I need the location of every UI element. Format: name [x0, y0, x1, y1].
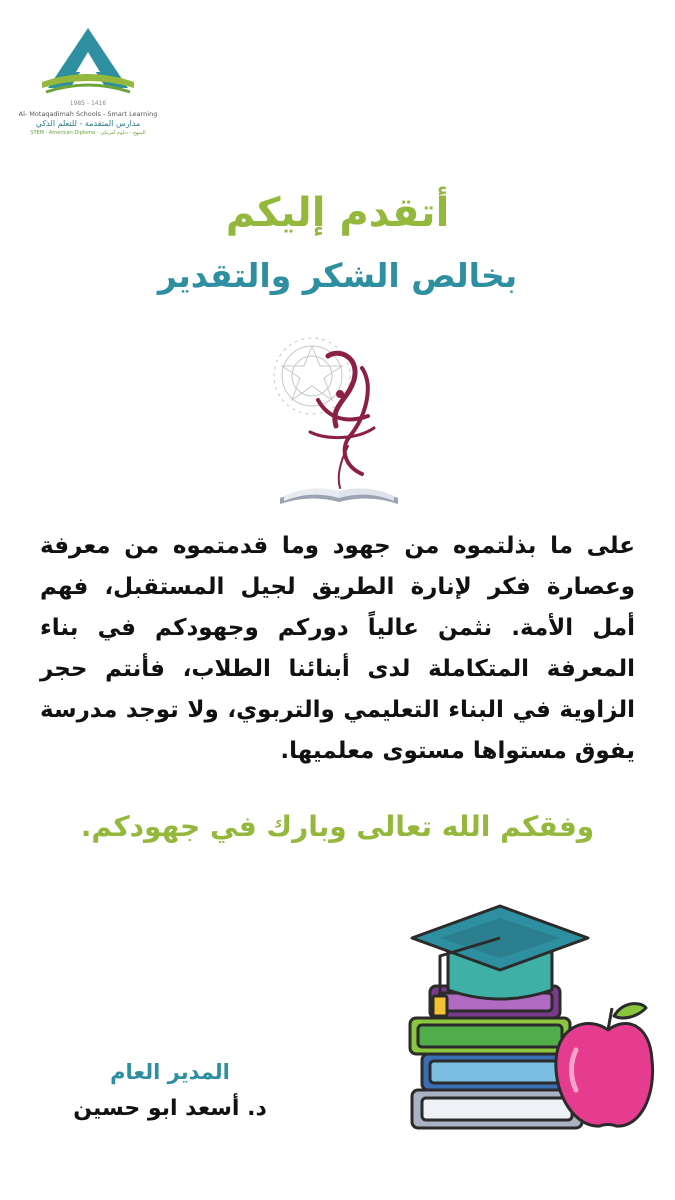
emblem-graphic-icon: [270, 328, 408, 510]
closing-blessing: وفقكم الله تعالى وبارك في جهودكم.: [80, 810, 595, 843]
signature-block: [60, 1060, 280, 1121]
signature-name: د. أسعد ابو حسين: [73, 1096, 267, 1121]
logo-english-name: Al- Motaqadimah Schools - Smart Learning: [18, 110, 158, 118]
logo-dates: 1985 - 1416: [69, 100, 107, 107]
heading-line-2: بخالص الشكر والتقدير: [157, 256, 518, 295]
books-apple-cap-icon: [400, 900, 660, 1145]
logo-mark-icon: [18, 22, 158, 102]
signature-role: المدير العام: [110, 1060, 230, 1084]
thank-you-message: على ما بذلتموه من جهود وما قدمتموه من معرفة وعصارة فكر لإنارة الطريق لجيل المستقبل، فهم أمل الأمة. نثمن عالياً دوركم وجهودكم في بناء المعرفة المتكاملة لدى أبنائنا الطلاب، فأنتم حجر الزاوية في البناء التعليمي والتربوي، ولا توجد مدرسة يفوق مستواها مستوى معلميها.: [40, 533, 635, 764]
books-cap-apple-illustration: [400, 900, 660, 1145]
heading-line-1: أتقدم إليكم: [225, 190, 450, 236]
teachers-day-emblem: [270, 328, 408, 510]
logo-subline: STEM - American Diploma - المنهج - دبلوم أمريكي: [30, 130, 146, 136]
logo-arabic-name: مدارس المتقدمة - للتعلم الذكي: [35, 119, 141, 128]
school-logo: [18, 22, 158, 140]
